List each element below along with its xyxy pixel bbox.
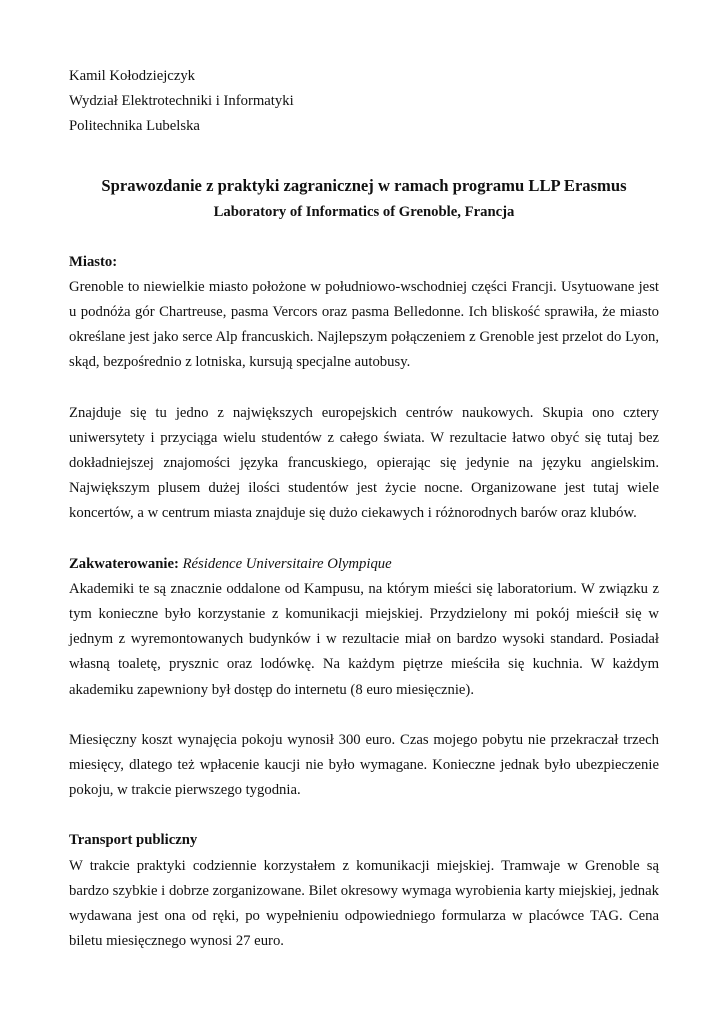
spacer — [69, 703, 659, 728]
spacer — [69, 225, 659, 250]
accommodation-paragraph-1: Akademiki te są znacznie oddalone od Kampusu, na którym mieści się laboratorium. W związku z tym konieczne było korzystanie z komunikacji miejskiej. Przydzielony mi pokój mieścił się w jednym z wyremontowanych budynków i w rezultacie miał on bardzo wysoki standard. Posiadał własną toaletę, prysznic oraz lodówkę. Na każdym piętrze mieściła się kuchnia. W każdym akademiku zapewniony był dostęp do internetu (8 euro miesięcznie). — [69, 580, 659, 698]
accommodation-heading-label: Zakwaterowanie: — [69, 555, 179, 572]
accommodation-paragraph-2: Miesięczny koszt wynajęcia pokoju wynosił 300 euro. Czas mojego pobytu nie przekraczał trzech miesięcy, dlatego też wpłacenie kaucji nie było wymagane. Konieczne jednak było ubezpieczenie pokoju, w trakcie pierwszego tygodnia. — [69, 731, 659, 799]
author-university: Politechnika Lubelska — [69, 118, 200, 135]
document-title: Sprawozdanie z praktyki zagranicznej w ramach programu LLP Erasmus — [101, 175, 627, 195]
section-heading-transport: Transport publiczny — [69, 832, 198, 849]
spacer — [69, 527, 659, 552]
author-name: Kamil Kołodziejczyk — [69, 68, 196, 84]
section-heading-accommodation — [69, 552, 659, 577]
city-paragraph-2: Znajduje się tu jedno z największych europejskich centrów naukowych. Skupia ono cztery uniwersytety i przyciąga wielu studentów z całego świata. W rezultacie łatwo obyć się tutaj bez dokładniejszej znajomości języka francuskiego, opierając się jedynie na języku angielskim. Największym plusem dużej ilości studentów jest życie nocne. Organizowane jest tutaj wiele koncertów, a w centrum miasta znajduje się dużo ciekawych i różnorodnych barów oraz klubów. — [69, 404, 659, 522]
section-heading-city: Miasto: — [69, 253, 118, 270]
document-page — [69, 64, 659, 954]
document-subtitle: Laboratory of Informatics of Grenoble, Francja — [213, 203, 515, 220]
city-paragraph-1: Grenoble to niewielkie miasto położone w południowo-wschodniej części Francji. Usytuowane jest u podnóża gór Chartreuse, pasma Vercors oraz pasma Belledonne. Ich bliskość sprawiła, że miasto określane jest jako serce Alp francuskich. Najlepszym połączeniem z Grenoble jest przelot do Lyon, skąd, bezpośrednio z lotniska, kursują specjalne autobusy. — [69, 278, 659, 371]
spacer — [69, 803, 659, 828]
author-faculty: Wydział Elektrotechniki i Informatyki — [69, 93, 294, 110]
transport-paragraph-1: W trakcie praktyki codziennie korzystałem z komunikacji miejskiej. Tramwaje w Grenoble są bardzo szybkie i dobrze zorganizowane. Bilet okresowy wymaga wyrobienia karty miejskiej, jednak wydawana jest ona od ręki, po wypełnieniu odpowiedniego formularza w placówce TAG. Cena biletu miesięcznego wynosi 27 euro. — [69, 857, 659, 950]
spacer — [69, 376, 659, 401]
accommodation-residence-name: Résidence Universitaire Olympique — [182, 555, 392, 572]
